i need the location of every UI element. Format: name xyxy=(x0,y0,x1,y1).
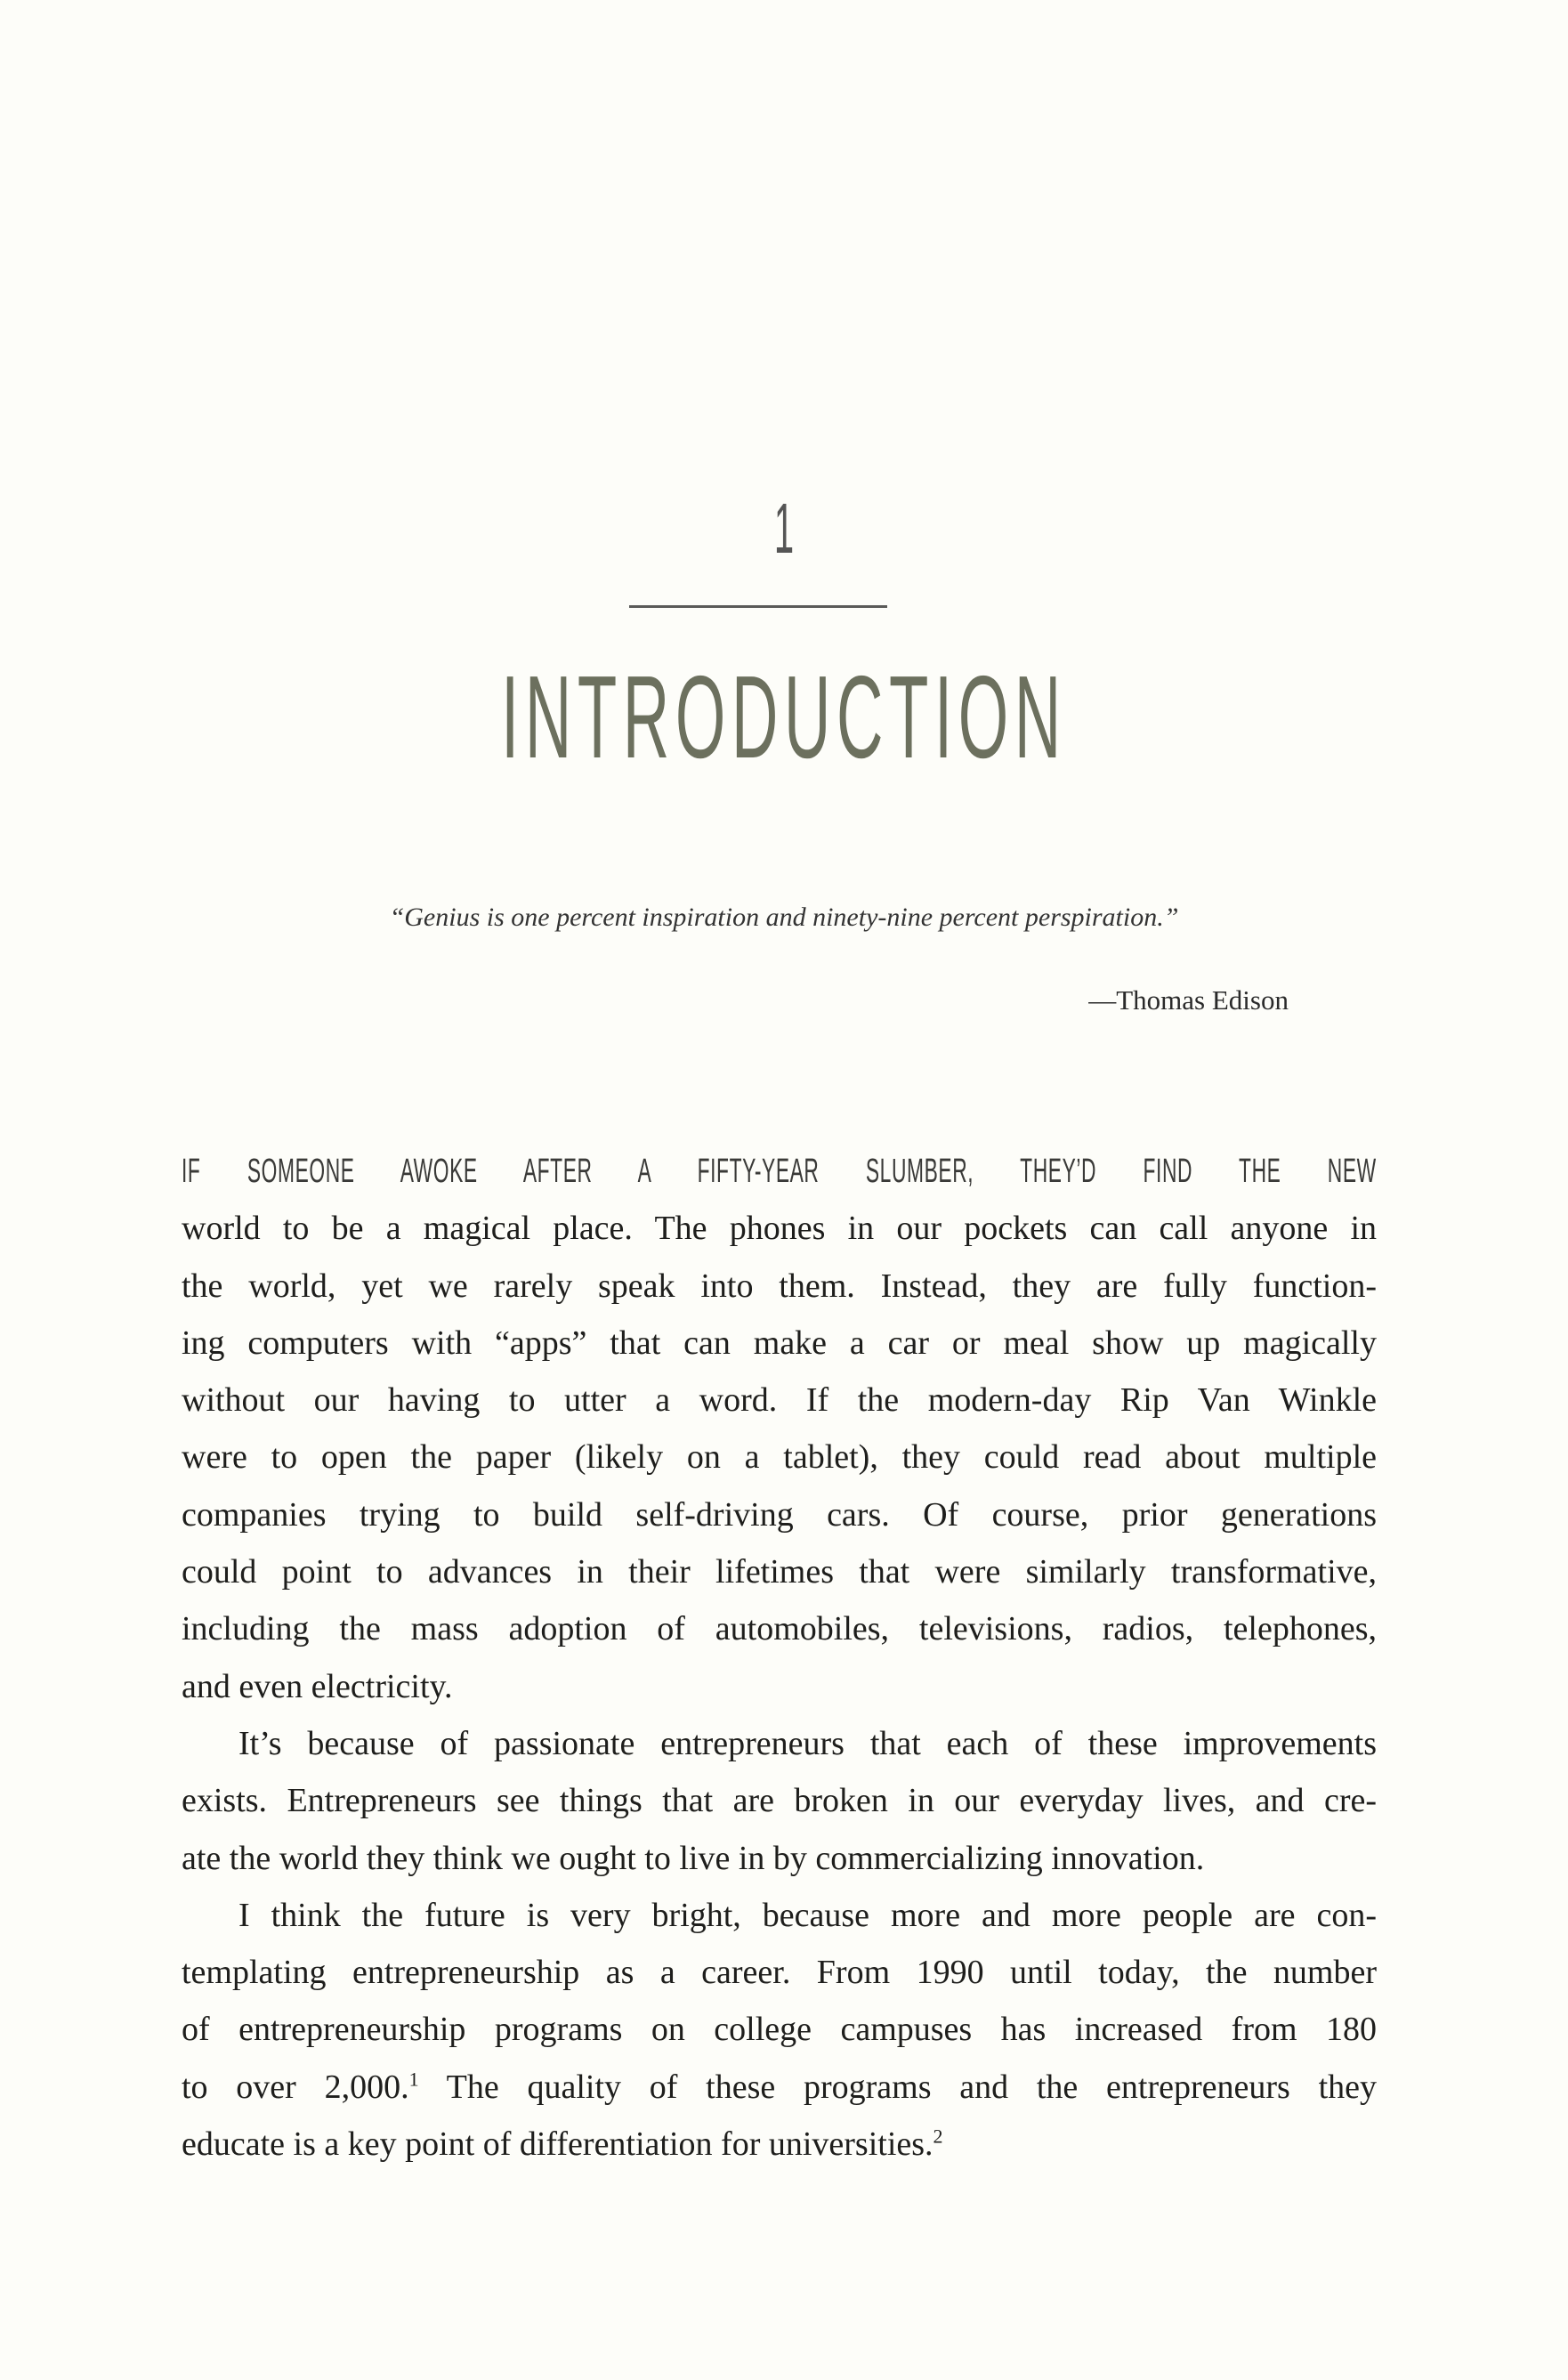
text-line: ate the world they think we ought to live in by commercializing innovation. xyxy=(182,1839,1205,1877)
text-line: templating entrepreneurship as a career. From 1990 until today, the number xyxy=(182,1954,1377,1992)
chapter-number: 1 xyxy=(773,489,795,568)
footnote-marker[interactable]: 2 xyxy=(933,2125,943,2148)
text-line: including the mass adoption of automobiles, televisions, radios, telephones, xyxy=(182,1610,1377,1648)
body-text xyxy=(182,1143,1377,2173)
text-line: and even electricity. xyxy=(182,1667,453,1705)
text-line: companies trying to build self-driving cars. Of course, prior generations xyxy=(182,1495,1377,1534)
text-segment: The quality of these programs and the entrepreneurs they xyxy=(418,2068,1377,2106)
text-line: exists. Entrepreneurs see things that are broken in our everyday lives, and cre- xyxy=(182,1782,1377,1820)
epigraph-attribution: —Thomas Edison xyxy=(1088,984,1289,1016)
chapter-title: INTRODUCTION xyxy=(501,652,1067,782)
text-line: world to be a magical place. The phones in our pockets can call anyone in xyxy=(182,1210,1377,1248)
footnote-marker[interactable]: 1 xyxy=(408,2068,419,2091)
text-line: of entrepreneurship programs on college campuses has increased from 180 xyxy=(182,2011,1377,2049)
text-line: It’s because of passionate entrepreneurs that each of these improvements xyxy=(238,1724,1377,1762)
text-line: the world, yet we rarely speak into them. Instead, they are fully function- xyxy=(182,1267,1377,1305)
text-segment: educate is a key point of differentiation for universities. xyxy=(182,2125,934,2164)
lead-in-small-caps: IF SOMEONE AWOKE AFTER A FIFTY-YEAR SLUMBER, THEY’D FIND THE NEW xyxy=(182,1153,1377,1190)
text-line xyxy=(182,2116,1377,2173)
chapter-title-wrap xyxy=(0,652,1568,782)
chapter-divider xyxy=(629,605,887,608)
text-line: without our having to utter a word. If the modern-day Rip Van Winkle xyxy=(182,1381,1377,1420)
text-line: ing computers with “apps” that can make a car or meal show up magically xyxy=(182,1324,1377,1362)
paragraph-1 xyxy=(182,1143,1377,1715)
paragraph-3 xyxy=(182,1887,1377,2173)
text-line: could point to advances in their lifetimes that were similarly transformative, xyxy=(182,1553,1377,1591)
epigraph-quote: “Genius is one percent inspiration and ninety-nine percent perspiration.” xyxy=(389,903,1179,932)
text-segment: to over 2,000. xyxy=(182,2068,409,2106)
paragraph-2 xyxy=(182,1715,1377,1887)
text-line xyxy=(182,2059,1377,2116)
text-line: I think the future is very bright, because more and more people are con- xyxy=(238,1896,1377,1934)
text-line: were to open the paper (likely on a tablet), they could read about multiple xyxy=(182,1438,1377,1477)
